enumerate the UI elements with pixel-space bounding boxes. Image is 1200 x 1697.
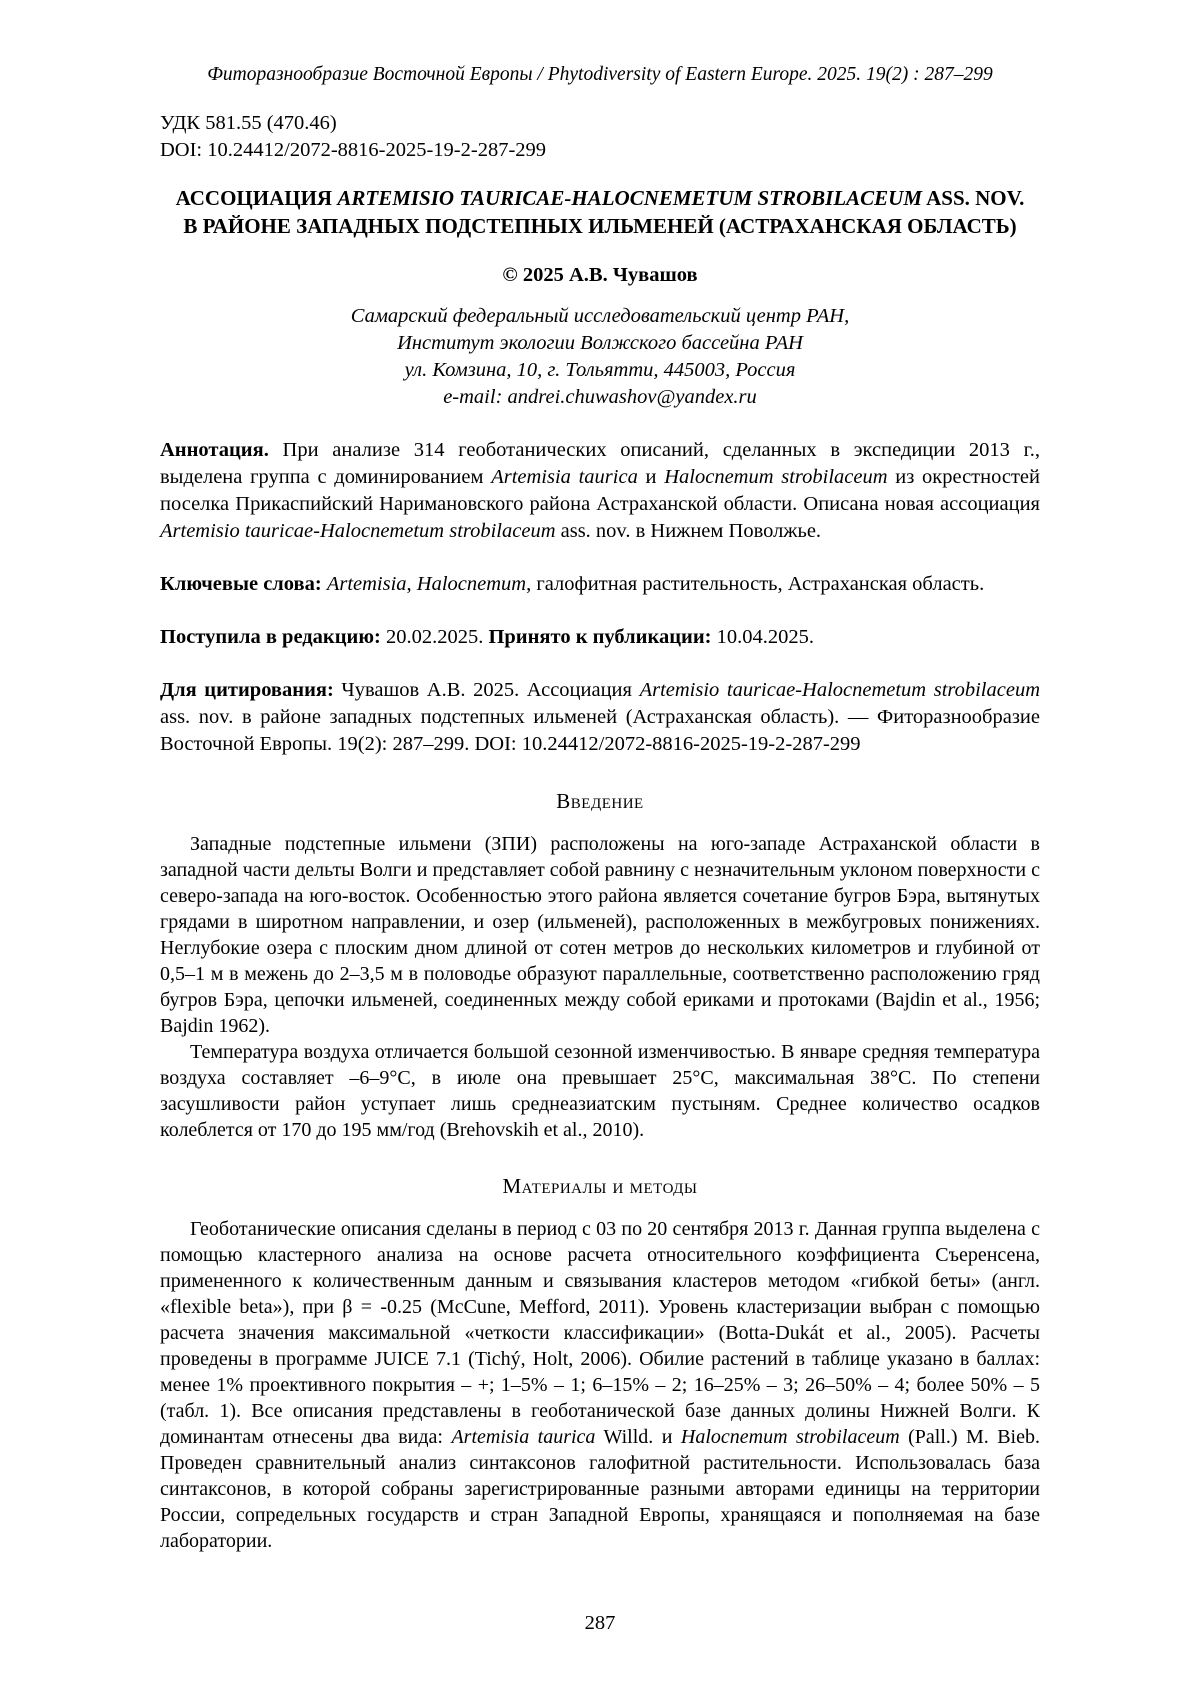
author-line: © 2025 А.В. Чувашов (502, 264, 698, 286)
intro-paragraph-1: Западные подстепные ильмени (ЗПИ) расположены на юго-западе Астраханской области в западной части дельты Волги и представляет собой равнину с незначительным уклоном поверхности с северо-запада на юго-восток. Особенностью этого района является сочетание бугров Бэра, вытянутых грядами в широтном направлении, и озер (ильменей), расположенных в межбугровых понижениях. Неглубокие озера с плоским дном длиной от сотен метров до нескольких километров и глубиной от 0,5–1 м в межень до 2–3,5 м в половодье образуют параллельные, соответственно расположению гряд бугров Бэра, цепочки ильменей, соединенных между собой ериками и протоками (Bajdin et al., 1956; Bajdin 1962). (160, 833, 1040, 1037)
intro-paragraph-2: Температура воздуха отличается большой сезонной изменчивостью. В январе средняя температура воздуха составляет –6–9°С, в июле она превышает 25°С, максимальная 38°С. По степени засушливости район уступает лишь среднеазиатским пустыням. Среднее количество осадков колеблется от 170 до 195 мм/год (Brehovskih et al., 2010). (160, 1041, 1040, 1141)
section-heading-methods: Материалы и методы (502, 1174, 698, 1198)
udk-line: УДК 581.55 (470.46) (160, 112, 337, 134)
dates-line: Поступила в редакцию: 20.02.2025. Принято к публикации: 10.04.2025. (160, 626, 814, 648)
abstract-paragraph: Аннотация. При анализе 314 геоботанических описаний, сделанных в экспедиции 2013 г., выделена группа с доминированием Artemisia taurica и Halocnemum strobilaceum из окрестностей поселка Прикаспийский Наримановского района Астраханской области. Описана новая ассоциация Artemisio tauricae-Halocnemetum strobilaceum ass. nov. в Нижнем Поволжье. (160, 439, 1040, 542)
journal-running-head: Фиторазнообразие Восточной Европы / Phytodiversity of Eastern Europe. 2025. 19(2) : 287–299 (207, 64, 993, 85)
affiliation-address: ул. Комзина, 10, г. Тольятти, 445003, Россия (404, 359, 796, 381)
methods-paragraph-1: Геоботанические описания сделаны в период с 03 по 20 сентября 2013 г. Данная группа выделена с помощью кластерного анализа на основе расчета относительного коэффициента Съеренсена, примененного к количественным данным и связывания кластеров методом «гибкой беты» (англ. «flexible beta»), при β = -0.25 (McCune, Mefford, 2011). Уровень кластеризации выбран с помощью расчета значения максимальной «четкости классификации» (Botta-Dukát et al., 2005). Расчеты проведены в программе JUICE 7.1 (Tichý, Holt, 2006). Обилие растений в таблице указано в баллах: менее 1% проективного покрытия – +; 1–5% – 1; 6–15% – 2; 16–25% – 3; 26–50% – 4; более 50% – 5 (табл. 1). Все описания представлены в геоботанической базе данных долины Нижней Волги. К доминантам отнесены два вида: Artemisia taurica Willd. и Halocnemum strobilaceum (Pall.) M. Bieb. Проведен сравнительный анализ синтаксонов галофитной растительности. Использовалась база синтаксонов, в которой собраны зарегистрированные разными авторами единицы на территории России, сопредельных государств и стран Западной Европы, хранящаяся и пополняемая на базе лаборатории. (160, 1218, 1040, 1552)
citation-paragraph: Для цитирования: Чувашов А.В. 2025. Ассоциация Artemisio tauricae-Halocnemetum strobilaceum ass. nov. в районе западных подстепных ильменей (Астраханская область). — Фиторазнообразие Восточной Европы. 19(2): 287–299. DOI: 10.24412/2072-8816-2025-19-2-287-299 (160, 679, 1041, 755)
section-heading-introduction: Введение (556, 789, 644, 813)
affiliation-email: e-mail: andrei.chuwashov@yandex.ru (443, 386, 757, 408)
affiliation-block (160, 303, 1040, 411)
keywords-line: Ключевые слова: Artemisia, Halocnemum, галофитная растительность, Астраханская область. (160, 573, 985, 595)
page-number: 287 (584, 1612, 616, 1634)
article-title-line1: АССОЦИАЦИЯ ARTEMISIO TAURICAE-HALOCNEMETUM STROBILACEUM ASS. NOV. (175, 186, 1025, 210)
article-meta (160, 110, 1040, 164)
affiliation-org2: Институт экологии Волжского бассейна РАН (397, 332, 803, 354)
article-title (160, 184, 1040, 240)
article-title-line2: В РАЙОНЕ ЗАПАДНЫХ ПОДСТЕПНЫХ ИЛЬМЕНЕЙ (АСТРАХАНСКАЯ ОБЛАСТЬ) (183, 214, 1017, 238)
affiliation-org1: Самарский федеральный исследовательский центр РАН, (350, 305, 850, 327)
doi-line: DOI: 10.24412/2072-8816-2025-19-2-287-299 (160, 139, 547, 161)
